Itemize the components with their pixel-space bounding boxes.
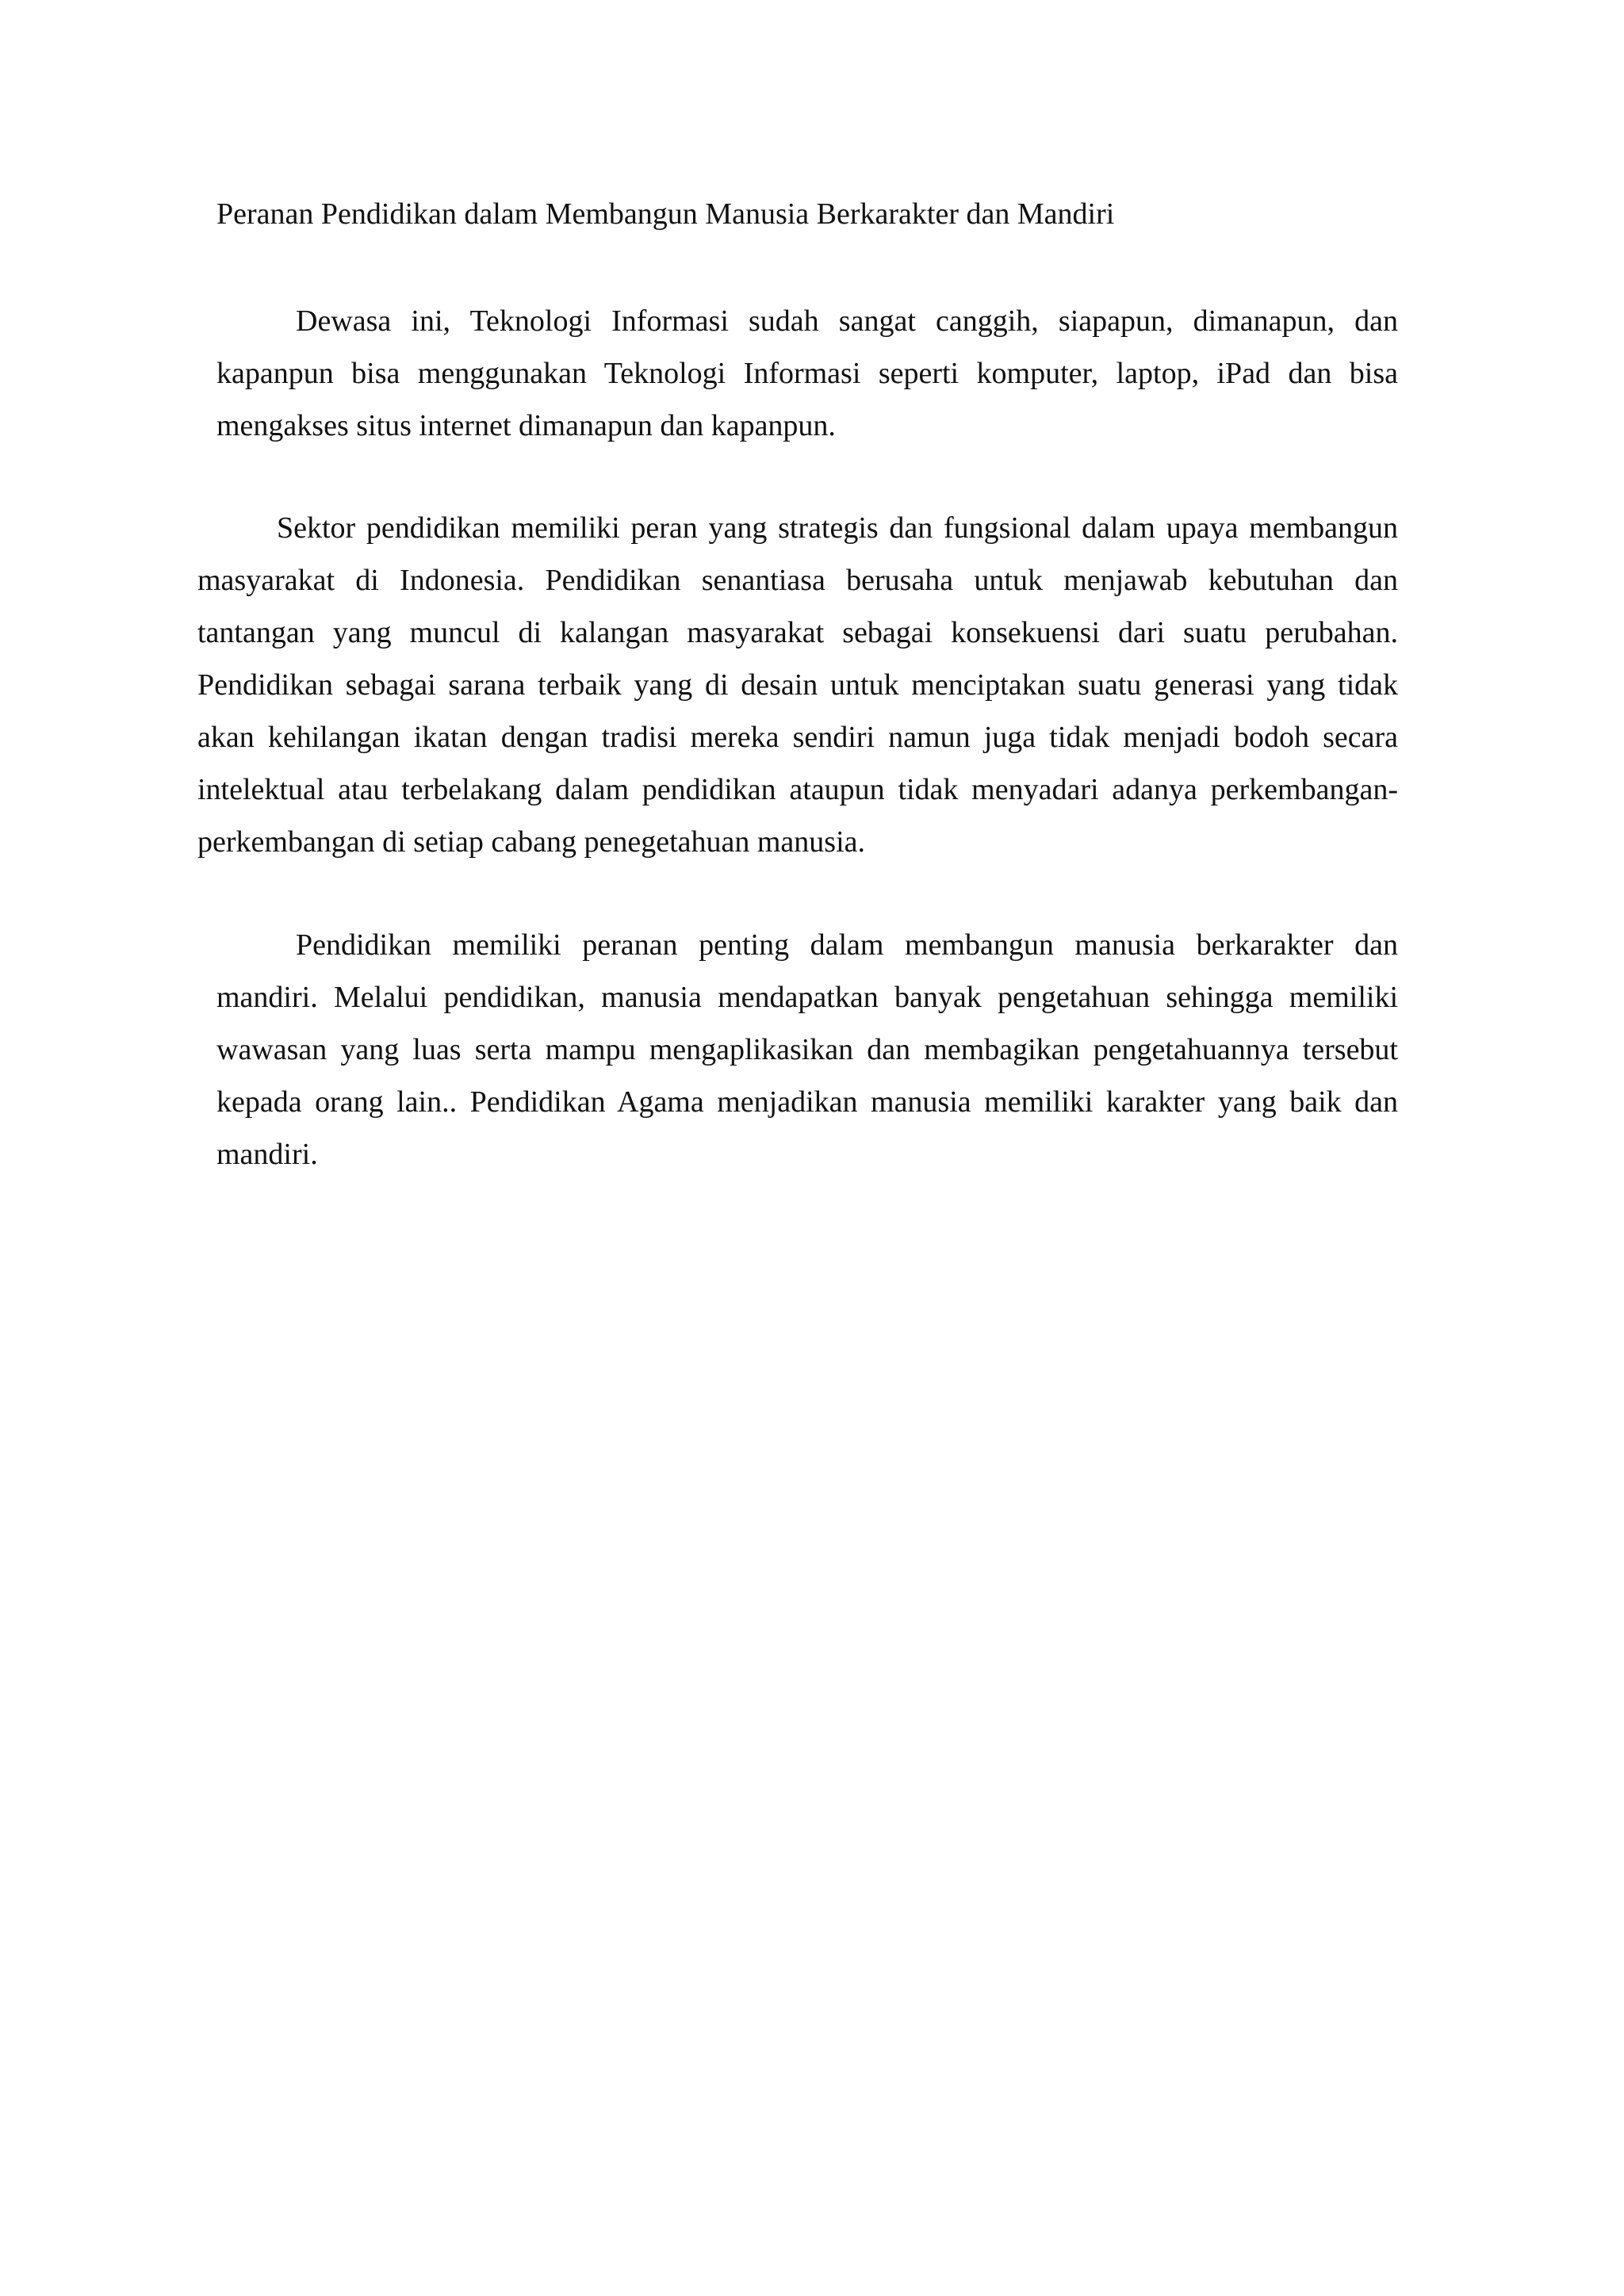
paragraph-1: Dewasa ini, Teknologi Informasi sudah sangat canggih, siapapun, dimanapun, dan kapanpun bisa menggunakan Teknologi Informasi seperti komputer, laptop, iPad dan bisa mengakses situs internet dimanapun dan kapanpun. bbox=[216, 304, 1398, 442]
paragraph-3: Pendidikan memiliki peranan penting dalam membangun manusia berkarakter dan mandiri. Melalui pendidikan, manusia mendapatkan banyak pengetahuan sehingga memiliki wawasan yang luas serta mampu mengaplikasikan dan membagikan pengetahuannya tersebut kepada orang lain.. Pendidikan Agama menjadikan manusia memiliki karakter yang baik dan mandiri. bbox=[216, 928, 1398, 1171]
document-title: Peranan Pendidikan dalam Membangun Manusia Berkarakter dan Mandiri bbox=[216, 197, 1115, 231]
paragraph-2: Sektor pendidikan memiliki peran yang strategis dan fungsional dalam upaya membangun masyarakat di Indonesia. Pendidikan senantiasa berusaha untuk menjawab kebutuhan dan tantangan yang muncul di kalangan masyarakat sebagai konsekuensi dari suatu perubahan. Pendidikan sebagai sarana terbaik yang di desain untuk menciptakan suatu generasi yang tidak akan kehilangan ikatan dengan tradisi mereka sendiri namun juga tidak menjadi bodoh secara intelektual atau terbelakang dalam pendidikan ataupun tidak menyadari adanya perkembangan-perkembangan di setiap cabang penegetahuan manusia. bbox=[197, 511, 1398, 859]
